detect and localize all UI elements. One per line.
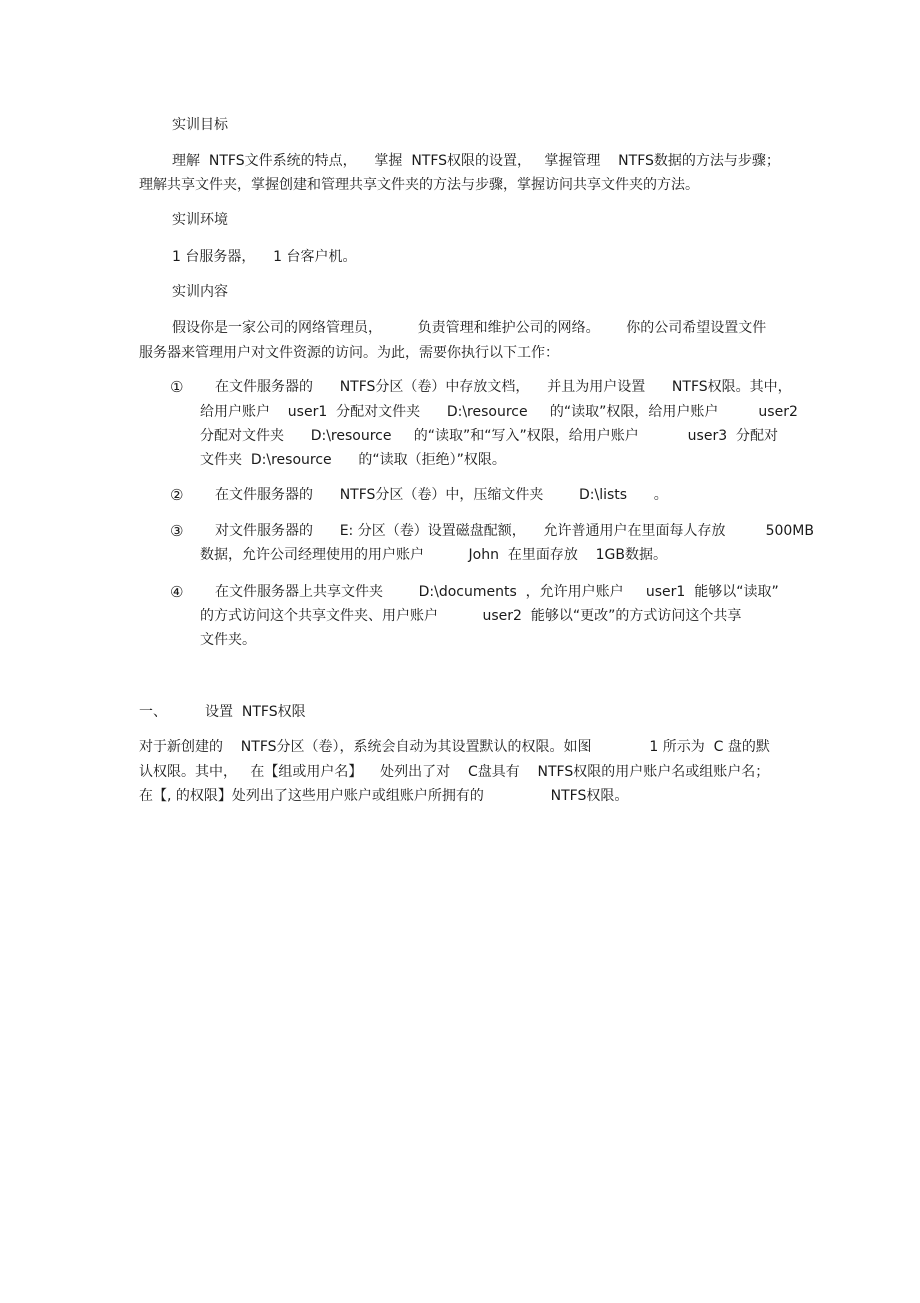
task-marker: ③ [170, 522, 184, 540]
goal-heading: 实训目标 [172, 117, 228, 133]
task-marker: ④ [170, 583, 184, 601]
task-marker: ① [170, 378, 184, 396]
section-title: 设置 NTFS权限 [205, 704, 306, 720]
section-paragraph-line: 认权限。其中， 在【组或用户名】 处列出了对 C盘具有 NTFS权限的用户账户名或组账户名； [139, 764, 770, 780]
task-line: 数据，允许公司经理使用的用户账户 John 在里面存放 1GB数据。 [200, 547, 668, 563]
task-line: 分配对文件夹 D:\resource 的“读取”和“写入”权限，给用户账户 user3 分配对 [200, 428, 779, 444]
environment-text: 1 台服务器， 1 台客户机。 [172, 249, 357, 265]
task-line: 在文件服务器的 NTFS分区（卷）中，压缩文件夹 D:\lists 。 [215, 487, 668, 503]
section-paragraph-line: 对于新创建的 NTFS分区（卷），系统会自动为其设置默认的权限。如图 1 所示为 C 盘的默 [139, 739, 770, 755]
task-line: 的方式访问这个共享文件夹、用户账户 user2 能够以“更改”的方式访问这个共享 [200, 608, 742, 624]
task-line: 对文件服务器的 E: 分区（卷）设置磁盘配额， 允许普通用户在里面每人存放 500MB [215, 523, 814, 539]
content-paragraph-line: 服务器来管理用户对文件资源的访问。为此，需要你执行以下工作： [139, 345, 559, 361]
goal-paragraph-line: 理解 NTFS文件系统的特点， 掌握 NTFS权限的设置， 掌握管理 NTFS数据的方法与步骤； [172, 153, 780, 169]
task-line: 文件夹。 [200, 632, 256, 648]
goal-paragraph-line: 理解共享文件夹，掌握创建和管理共享文件夹的方法与步骤，掌握访问共享文件夹的方法。 [139, 177, 699, 193]
section-paragraph-line: 在【, 的权限】处列出了这些用户账户或组账户所拥有的 NTFS权限。 [139, 788, 629, 804]
task-marker: ② [170, 486, 184, 504]
task-line: 文件夹 D:\resource 的“读取（拒绝）”权限。 [200, 452, 506, 468]
environment-heading: 实训环境 [172, 212, 228, 228]
content-heading: 实训内容 [172, 284, 228, 300]
section-number: 一、 [139, 704, 167, 720]
task-line: 给用户账户 user1 分配对文件夹 D:\resource 的“读取”权限，给用户账户 user2 [200, 404, 798, 420]
task-line: 在文件服务器上共享文件夹 D:\documents ，允许用户账户 user1 能够以“读取” [215, 584, 779, 600]
task-line: 在文件服务器的 NTFS分区（卷）中存放文档， 并且为用户设置 NTFS权限。其中， [215, 379, 792, 395]
content-paragraph-line: 假设你是一家公司的网络管理员， 负责管理和维护公司的网络。 你的公司希望设置文件 [172, 320, 767, 336]
